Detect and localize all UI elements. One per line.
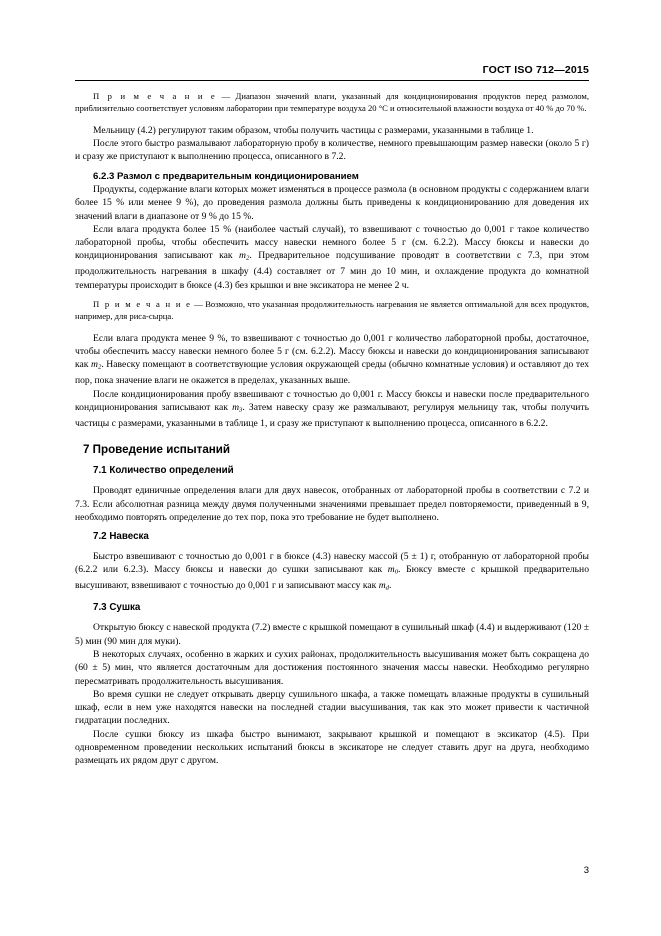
paragraph-7-3-2: В некоторых случаях, особенно в жарких и сухих районах, продолжительность высушивания может быть сокращена до (60 ± 5) мин, что является достаточным для достижения постоянного значения массы навески. Необходимо регулярно пересматривать продолжительность высушивания. [75,649,589,687]
variable-md-letter: m [378,580,386,592]
variable-m2-a-letter: m [239,250,246,262]
text-after-cond-part-a: После кондиционирования пробу взвешивают с точностью до 0,001 г. Массу бюксы и навески после предварительного кондиционирования записывают как [75,388,589,414]
paragraph-7-2-body [75,550,589,595]
header-divider [75,80,589,81]
variable-m3-letter: m [232,402,239,414]
paragraph-6-2-3-intro: Продукты, содержание влаги которых может изменяться в процессе размола (в основном продукты с содержанием влаги более 15 % или менее 9 %), до проведения размола должны быть приведены к кондиционированию для доведения их значений влаги в диапазоне от 9 % до 15 %. [75,184,589,222]
text-7-2-part-b: . Бюксу вместе с крышкой предварительно высушивают, взвешивают с точностью до 0,001 г и записывают массу как [75,564,589,592]
paragraph-rapid-grinding: После этого быстро размалывают лабораторную пробу в количестве, немного превышающим размер навески (около 5 г) и сразу же приступают к выполнению процесса, описанного в 7.2. [75,138,589,163]
variable-m2-a [239,250,249,261]
paragraph-7-3-4: После сушки бюксу из шкафа быстро вынимают, закрывают крышкой и помещают в эксикатор (4.5). При одновременном проведении нескольких испытаний бюксы в эксикаторе не следует ставить друг на друга, необходимо размещать их рядом друг с другом. [75,728,589,767]
variable-m0 [388,564,398,575]
variable-m2-a-sub: 2 [245,255,250,263]
variable-m0-sub: 0 [394,569,399,577]
note-text-2: — Возможно, что указанная продолжительность нагревания не является оптимальной для всех продуктов, например, для риса-сырца. [75,299,589,322]
variable-m3 [232,402,242,413]
note-label-2: П р и м е ч а н и е [93,299,192,310]
subsection-heading-7-2: 7.2 Навеска [93,531,149,543]
note-label-1: П р и м е ч а н и е [93,91,217,101]
text-7-2-part-c: . [389,580,392,592]
page-header-standard-number: ГОСТ ISO 712—2015 [482,64,589,76]
variable-m0-letter: m [387,564,395,576]
variable-md-sub: d [385,585,390,593]
variable-m2-b-sub: 2 [97,364,102,372]
text-below9-part-b: . Навеску помещают в соответствующие условия окружающей среды (обычно комнатные условия) и оставляют до тех пор, пока значение влаги не окажется в пределах, указанных выше. [75,359,589,387]
clause-heading-6-2-3: 6.2.3 Размол с предварительным кондиционированием [93,170,359,182]
paragraph-7-1-body: Проводят единичные определения влаги для двух навесок, отобранных от лабораторной пробы в соответствии с 7.2 и 7.3. Если абсолютная разница между двумя полученными значениями превышает предел повторяемости, приведенный в 9, необходимо повторять определение до тех пор, пока это требование не будет выполнено. [75,485,589,523]
note-paragraph-2 [75,298,589,323]
subsection-heading-7-3: 7.3 Сушка [93,602,141,614]
text-7-2-part-a: Быстро взвешивают с точностью до 0,001 г в бюксе (4.3) навеску массой (5 ± 1) г, отобранную от лабораторной пробы (6.2.2 или 6.2.3). Массу бюксы и навески до сушки записывают как [75,551,589,576]
page-number: 3 [583,865,589,876]
page-content [75,90,589,768]
note-paragraph-1 [75,90,589,115]
variable-m2-b [91,359,101,370]
variable-m2-b-letter: m [91,359,98,371]
paragraph-7-3-1: Открытую бюксу с навеской продукта (7.2) вместе с крышкой помещают в сушильный шкаф (4.4) и выдерживают (120 ± 5) мин (90 мин для муки). [75,622,589,647]
text-above15-part-b: . Предварительное подсушивание проводят в соответствии с 7.3, при этом продолжительность нагревания в шкафу (4.4) составляет от 7 мин до 10 мин, и охлаждение продукта до комнатной температуры происходит в бюксе (4.3) без крышки и вне эксикатора не менее 2 ч. [75,250,589,291]
paragraph-below9 [75,332,589,388]
paragraph-6-2-3-above15 [75,223,589,292]
paragraph-mill-adjustment: Мельницу (4.2) регулируют таким образом, чтобы получить частицы с размерами, указанными в таблице 1. [93,124,534,136]
paragraph-7-3-3: Во время сушки не следует открывать дверцу сушильного шкафа, а также помещать влажные продукты в сушильный шкаф, если в нем уже находятся навески на последней стадии высушивания, так как это может привести к частичной гидратации последних. [75,688,589,727]
subsection-heading-7-1: 7.1 Количество определений [93,465,234,477]
text-after-cond-part-b: . Затем навеску сразу же размалывают, регулируя мельницу так, чтобы получить частицы с размерами, указанными в таблице 1, и сразу же приступают к выполнению процесса, описанного в 6.2.2. [75,402,589,429]
note-text-1: — Диапазон значений влаги, указанный для кондиционирования продуктов перед размолом, приблизительно соответствует условиям лаборатории при температуре воздуха 20 °С и относительной влажности воздуха от 40 % до 70 %. [75,91,589,114]
paragraph-after-conditioning [75,388,589,431]
variable-m3-sub: 3 [239,406,243,414]
section-heading-7: 7 Проведение испытаний [83,443,231,457]
text-below9-part-a: Если влага продукта менее 9 %, то взвешивают с точностью до 0,001 г количество лабораторной пробы, достаточное, чтобы обеспечить массу навески немного более 5 г (см. 6.2.2). Массу бюксы и навески до кондиционирования записывают как [75,332,589,371]
text-above15-part-a: Если влага продукта более 15 % (наиболее частый случай), то взвешивают с точностью до 0,001 г такое количество лабораторной пробы, чтобы обеспечить массу навески немного более 5 г (см. 6.2.2). Массу бюксы и навески до кондиционирования записывают как [75,223,589,262]
variable-md [378,580,392,593]
